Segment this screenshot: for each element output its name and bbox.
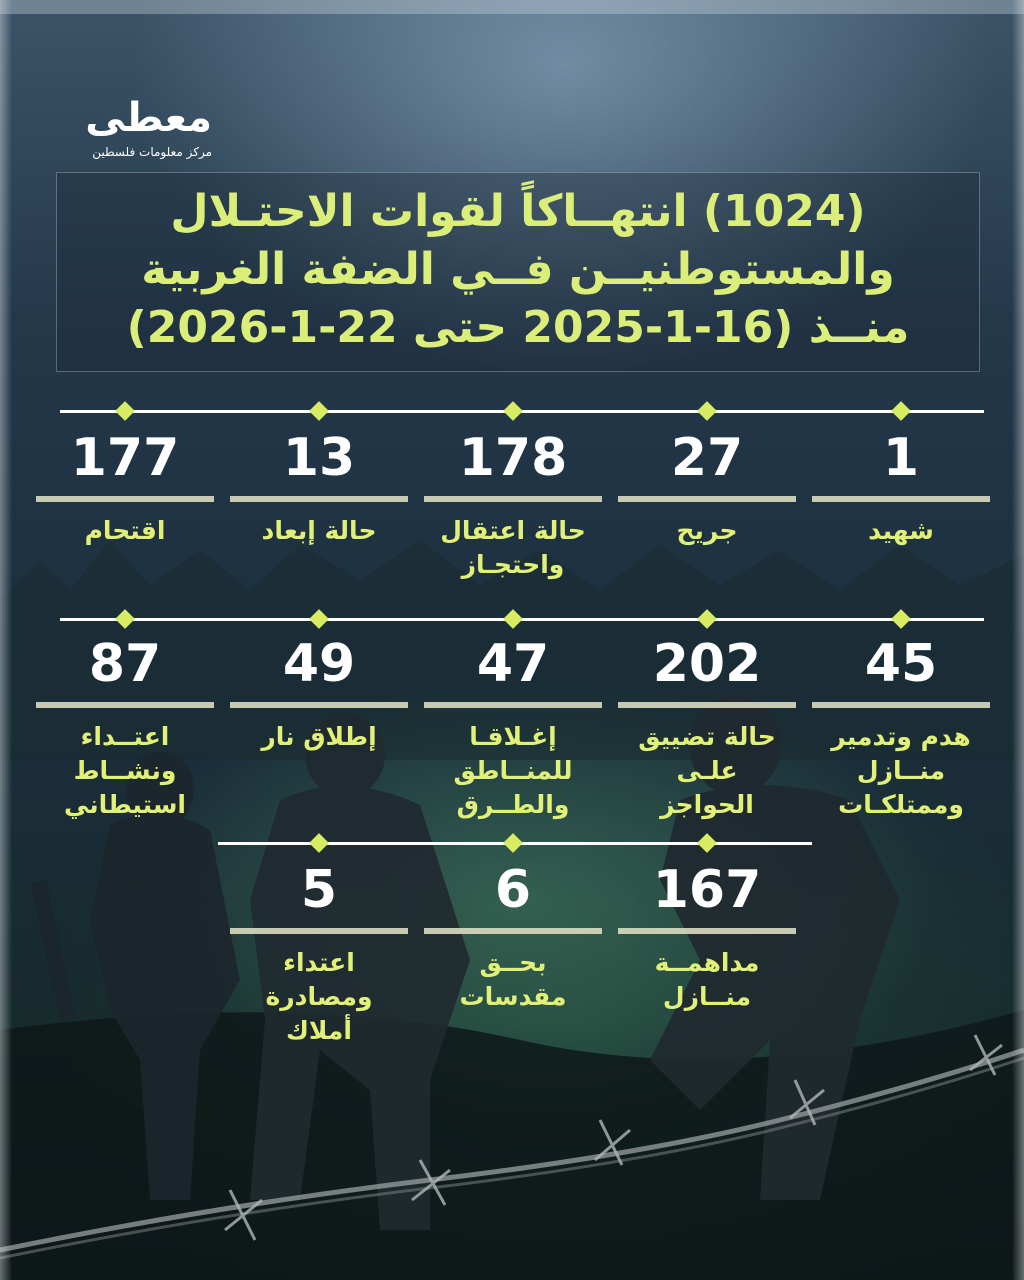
torn-paper-edge-right (1012, 0, 1024, 1280)
stat-value: 47 (476, 634, 550, 694)
stat-value: 6 (494, 860, 532, 920)
headline-line: (1024) انتهــاكاً لقوات الاحتـلال (170, 186, 866, 237)
headline-line: منــذ (16-1-2025 حتى 22-1-2026) (126, 302, 910, 353)
stat-underline (230, 928, 408, 934)
stat-arrests (424, 428, 602, 582)
stat-underline (36, 496, 214, 502)
stat-underline (812, 702, 990, 708)
stat-holy-sites (424, 860, 602, 1014)
stat-value: 49 (282, 634, 356, 694)
stat-value: 178 (458, 428, 568, 488)
stat-property-confiscation (230, 860, 408, 1048)
stat-label: اقتحام (84, 516, 166, 545)
stat-label: إطلاق نار (261, 722, 377, 751)
brand-logo (62, 96, 212, 166)
stat-value: 13 (282, 428, 356, 488)
stat-label: حالة إبعاد (261, 516, 377, 545)
stat-label: حالة اعتقال واحتجـاز (440, 516, 586, 579)
stat-underline (424, 702, 602, 708)
stat-underline (230, 702, 408, 708)
stat-label: شهيد (868, 516, 934, 545)
brand-name: معطى (85, 95, 212, 141)
stat-value: 1 (882, 428, 920, 488)
stat-value: 45 (864, 634, 938, 694)
stat-checkpoint-harassment (618, 634, 796, 822)
stat-underline (618, 928, 796, 934)
stat-label: إغـلاقـا للمنــاطق والطــرق (453, 722, 573, 819)
stat-value: 202 (652, 634, 762, 694)
stat-value: 5 (300, 860, 338, 920)
stat-value: 177 (70, 428, 180, 488)
stat-raids (36, 428, 214, 548)
stat-underline (424, 496, 602, 502)
torn-paper-edge-left (0, 0, 12, 1280)
stat-underline (36, 702, 214, 708)
stat-closures (424, 634, 602, 822)
stat-value: 87 (88, 634, 162, 694)
stat-home-raids (618, 860, 796, 1014)
stat-value: 167 (652, 860, 762, 920)
stat-settler-attacks (36, 634, 214, 822)
stat-underline (618, 702, 796, 708)
stat-label: اعتــداء ونشــاط استيطاني (64, 722, 186, 819)
stat-shootings (230, 634, 408, 754)
stat-label: بحــق مقدسات (459, 948, 567, 1011)
stat-underline (424, 928, 602, 934)
stat-deportations (230, 428, 408, 548)
stat-injured (618, 428, 796, 548)
brand-subtitle: مركز معلومات فلسطين (92, 145, 212, 159)
stat-demolitions (812, 634, 990, 822)
stat-martyrs (812, 428, 990, 548)
stat-label: جريح (676, 516, 738, 545)
stat-underline (618, 496, 796, 502)
stat-label: مداهمــة منــازل (654, 948, 760, 1011)
stat-underline (812, 496, 990, 502)
stat-label: هدم وتدمير منــازل وممتلكـات (831, 722, 971, 819)
stat-label: حالة تضييق علـى الحواجز (638, 722, 776, 819)
headline-line: والمستوطنيــن فــي الضفة الغربية (141, 244, 895, 295)
stat-value: 27 (670, 428, 744, 488)
torn-paper-edge-top (0, 0, 1024, 14)
headline-box (56, 172, 980, 372)
stat-label: اعتداء ومصادرة أملاك (265, 948, 373, 1045)
stat-underline (230, 496, 408, 502)
